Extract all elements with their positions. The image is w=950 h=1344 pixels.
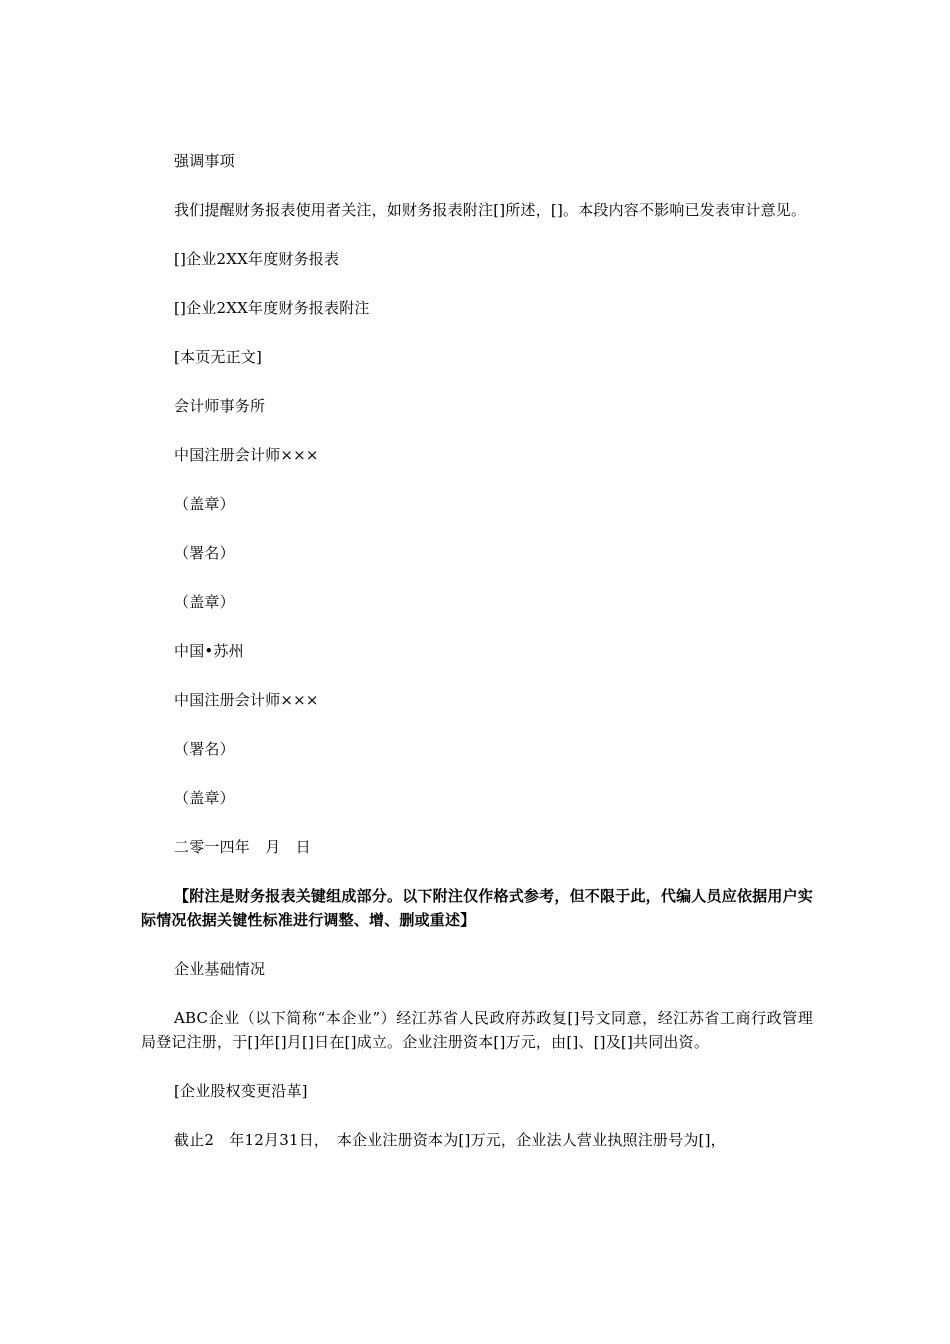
line-accounting-firm: 会计师事务所 — [174, 397, 266, 415]
line-signature-1: （署名） — [174, 544, 235, 562]
document-body — [141, 149, 813, 1177]
line-signature-2: （署名） — [174, 740, 235, 758]
paragraph-registered-capital: 截止2 年12月31日， 本企业注册资本为[]万元，企业法人营业执照注册号为[]， — [174, 1131, 726, 1149]
line-financial-statements-notes: []企业2XX年度财务报表附注 — [174, 299, 370, 317]
heading-company-basic-info: 企业基础情况 — [174, 960, 266, 978]
line-financial-statements: []企业2XX年度财务报表 — [174, 250, 340, 268]
paragraph-company-description: ABC企业（以下简称“本企业”）经江苏省人民政府苏政复[]号文同意，经江苏省工商行政管理局登记注册，于[]年[]月[]日在[]成立。企业注册资本[]万元，由[]、[]及[]共同出资。 — [141, 1009, 813, 1051]
line-date: 二零一四年 月 日 — [174, 838, 311, 856]
line-seal-3: （盖章） — [174, 789, 235, 807]
line-location: 中国•苏州 — [174, 642, 244, 660]
line-seal-1: （盖章） — [174, 495, 235, 513]
heading-emphasis-matters: 强调事项 — [174, 152, 235, 170]
line-no-body-text: [本页无正文] — [174, 348, 263, 366]
line-seal-2: （盖章） — [174, 593, 235, 611]
line-cpa-2: 中国注册会计师××× — [174, 691, 319, 709]
paragraph-notes-instruction: 【附注是财务报表关键组成部分。以下附注仅作格式参考，但不限于此，代编人员应依据用户实际情况依据关键性标准进行调整、增、删或重述】 — [141, 887, 813, 929]
line-equity-history: [企业股权变更沿革] — [174, 1082, 308, 1100]
paragraph-emphasis-text: 我们提醒财务报表使用者关注，如财务报表附注[]所述，[]。本段内容不影响已发表审计意见。 — [174, 201, 807, 219]
line-cpa-1: 中国注册会计师××× — [174, 446, 319, 464]
